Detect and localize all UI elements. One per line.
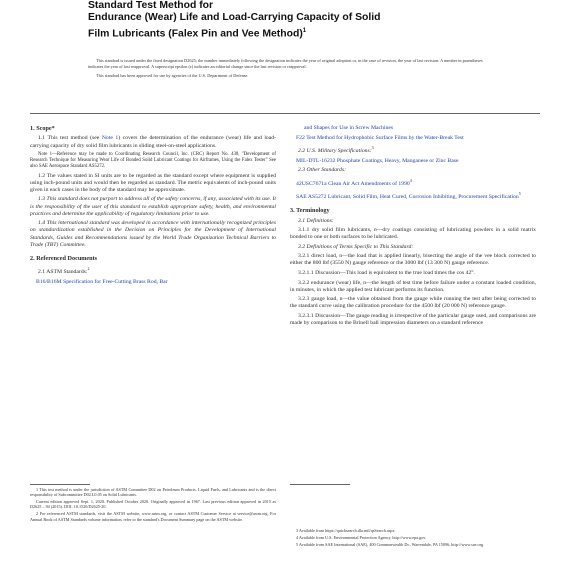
- reference-mil: MIL-DTL-16232 Phosphate Coatings, Heavy, Manganese or Zinc Base: [296, 157, 459, 164]
- paragraph-1-4: 1.4 This international standard was developed in accordance with internationally recognized principles on standardization established in the Decision on Principles for the Development of International Standards, Guides and Recommendations issued by the World Trade Organization Technical Barriers to Trade (TBT) Committee.: [30, 220, 276, 248]
- paragraph-1-1: 1.1 This test method (see Note 1) covers the determination of the endurance (wear) life and load-carrying capacity of dry solid film lubricants in sliding steel-on-steel applications.: [30, 135, 277, 149]
- footnotes-left: [30, 487, 276, 524]
- notice-designation: This standard is issued under the fixed designation D2625; the number immediately following the designation indicates the year of original adoption or, in the case of revision, the year of last revision. A number in parentheses indicates the year of last reapproval. A superscript epsilon (ε) indicates an editorial change since the last revision or reapproval.: [88, 58, 483, 69]
- footnotes-right: [290, 528, 536, 549]
- paragraph-3-2-1: 3.2.1 direct load, n—the load that is applied linearly, bisecting the angle of the vee block corrected to either the 800 lbf (3550 N) gauge reference or the 3000 lbf (13 300 N) gauge reference.: [290, 253, 536, 267]
- paragraph-1-3: 1.3 This standard does not purport to address all of the safety concerns, if any, associated with its use. It is the responsibility of the user of this standard to establish appropriate safety, health, and environmental practices and determine the applicability of regulatory limitations prior to use.: [30, 196, 276, 217]
- reference-mil-link[interactable]: MIL-DTL-16232: [296, 157, 336, 164]
- section-2-heading: 2. Referenced Documents: [30, 254, 98, 262]
- title-line-1: Standard Test Method for: [88, 0, 214, 11]
- paragraph-3-1-1: 3.1.1 dry solid film lubricants, n—dry coatings consisting of lubricating powders in a solid matrix bonded to one or both surfaces to be lubricated.: [290, 227, 536, 241]
- paragraph-3-1: 3.1 Definitions:: [298, 217, 334, 224]
- note-1-link[interactable]: Note 1: [101, 135, 119, 142]
- reference-b16-link[interactable]: B16/B16M: [36, 278, 62, 285]
- notice-dod-approval: This standard has been approved for use by agencies of the U.S. Department of Defense.: [96, 73, 249, 79]
- footnote-3: 3 Available from https://quicksearch.dla.mil/qsSearch.aspx.: [296, 528, 396, 533]
- section-1-heading: 1. Scope*: [30, 125, 55, 132]
- paragraph-3-2-2: 3.2.2 endurance (wear) life, n—the length of test time before failure under a constant loaded condition, in minutes, in which the applied test lubricant performs its function.: [290, 279, 536, 293]
- title-line-3: Film Lubricants (Falex Pin and Vee Method)$^1$: [88, 27, 307, 40]
- footnote-1: 1 This test method is under the jurisdiction of ASTM Committee D02 on Petroleum Products, Liquid Fuels, and Lubricants and is the direct responsibility of Subcommittee D02.L0.05 on Solid Lubricants.: [30, 487, 276, 498]
- paragraph-3-2-3: 3.2.3 gauge load, n—the value obtained from the gauge while running the test after being corrected to the standard curve using the calibration procedure for the 4500 lbf (20 000 N) reference gauge.: [290, 296, 536, 310]
- paragraph-2-3: 2.3 Other Standards:: [298, 167, 346, 174]
- right-column: [290, 125, 536, 330]
- paragraph-3-2-3-1: 3.2.3.1 Discussion—The gauge reading is irrespective of the particular gauge used, and comparisons are made by comparison to the Brinell ball impression diameters on a standard reference: [290, 312, 536, 327]
- paragraph-3-2-1-1: 3.2.1.1 Discussion—This load is equivalent to the true load times the cos 42°.: [298, 270, 475, 277]
- standard-notice: [88, 58, 488, 79]
- reference-b16: B16/B16M Specification for Free-Cutting Brass Rod, Bar: [36, 278, 168, 285]
- note-1: Note 1—Reference may be made to Coordinating Research Council, Inc. (CRC) Report No. 438, "Development of Research Technique for Measuring Wear Life of Bonded Solid Lubricant Coatings for Airframes, Using the Falex Tester" See also SAE Aerospace Standard AS5272.: [30, 152, 276, 170]
- header-divider: [30, 113, 540, 114]
- left-column: [30, 122, 276, 288]
- paragraph-2-1: 2.1 ASTM Standards:$^2$: [38, 266, 90, 276]
- paragraph-3-2: 3.2 Definitions of Terms Specific to This Standard:: [298, 243, 414, 250]
- reference-f22-link[interactable]: F22: [296, 134, 305, 141]
- footnote-4: 4 Available from U.S. Environmental Protection Agency, http://www.epa.gov.: [296, 534, 427, 540]
- reference-f22: F22 Test Method for Hydrophobic Surface Films by the Water-Break Test: [296, 134, 464, 141]
- footnote-1-edition: Current edition approved Sept. 1, 2020. Published October 2020. Originally approved in 1967. Last previous edition approved in 2015 as D2625 – 94 (2015). DOI: 10.1520/D2625-20.: [30, 499, 276, 510]
- footnote-divider-right: [290, 484, 350, 485]
- footnote-5: 5 Available from SAE International (SAE), 400 Commonwealth Dr., Warrendale, PA 15096, http://www.sae.org.: [296, 541, 485, 547]
- reference-42usc-link[interactable]: 42USC7671: [296, 180, 325, 187]
- reference-b16-continued: and Shapes for Use in Screw Machines: [304, 125, 394, 131]
- reference-42usc: 42USC7671a Clean Air Act Amendments of 1990$^4$: [296, 177, 412, 187]
- reference-sae-link[interactable]: SAE AS5272: [296, 193, 327, 200]
- paragraph-1-2: 1.2 The values stated in SI units are to be regarded as the standard except where equipment is supplied using inch-pound units and would then be regarded as standard. The metric equivalents of inch-pound units given in each cases in the body of the standard may be approximate.: [30, 172, 276, 193]
- title-line-2: Endurance (Wear) Life and Load-Carrying Capacity of Solid: [88, 12, 381, 24]
- paragraph-2-2: 2.2 U.S. Military Specifications:$^3$: [298, 145, 374, 154]
- title-footnote-marker: 1: [302, 27, 307, 34]
- reference-sae: SAE AS5272 Lubricant, Solid Film, Heat Cured, Corrosion Inhibiting, Procurement Specification$^5$: [296, 191, 521, 200]
- document-title: [88, 0, 508, 41]
- footnote-divider-left: [30, 484, 90, 485]
- footnote-2: 2 For referenced ASTM standards, visit the ASTM website, www.astm.org, or contact ASTM Customer Service at service@astm.org. For Annual Book of ASTM Standards volume information, refer to the standard's Document Summary page on the ASTM website.: [30, 511, 276, 522]
- section-3-heading: 3. Terminology: [290, 207, 330, 215]
